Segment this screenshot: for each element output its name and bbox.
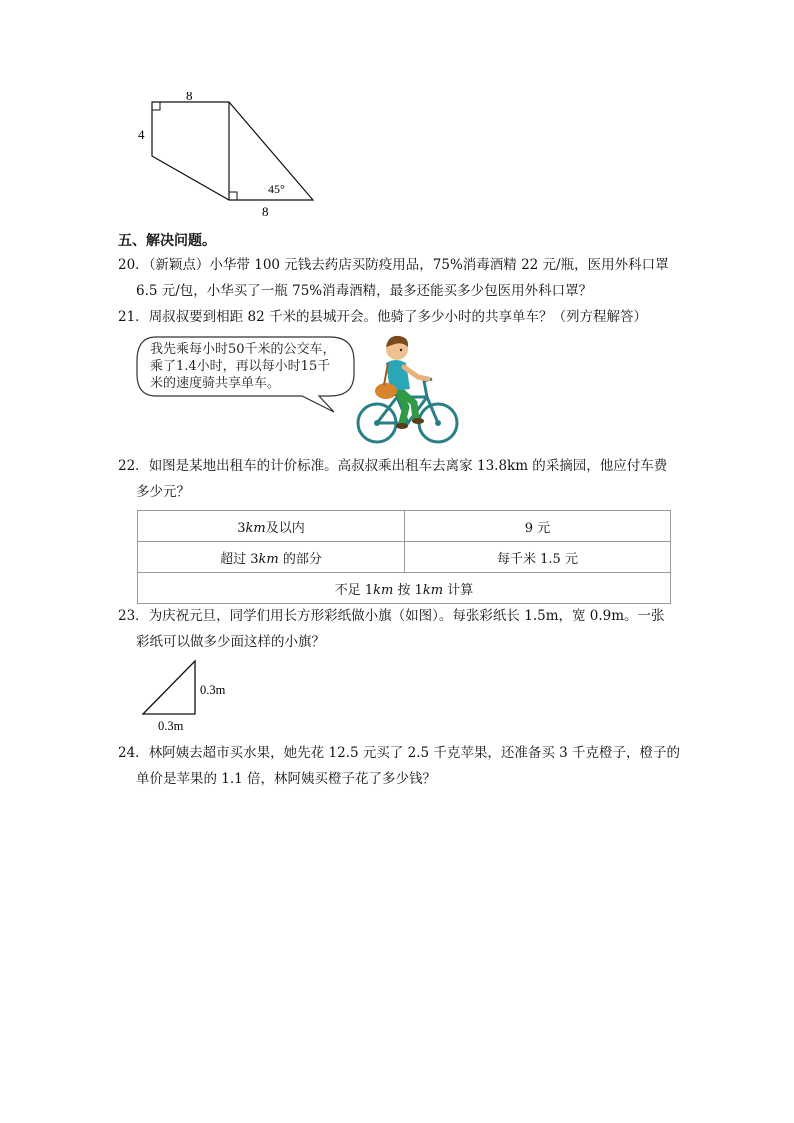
question-24-line-2: 单价是苹果的 1.1 倍，林阿姨买橙子花了多少钱？ (136, 771, 437, 787)
question-20-line-2: 6.5 元/包，小华买了一瓶 75%消毒酒精，最多还能买多少包医用外科口罩？ (136, 283, 593, 299)
table-row (138, 511, 671, 542)
trapezoid-figure (138, 92, 323, 222)
question-number: 23． (118, 608, 149, 624)
question-text: 周叔叔要到相距 82 千米的县城开会。他骑了多少小时的共享单车？（列方程解答） (148, 309, 647, 325)
question-text: 林阿姨去超市买水果，她先花 12.5 元买了 2.5 千克苹果，还准备买 3 千克橙子，橙子的 (148, 745, 681, 761)
table-cell: 9 元 (405, 511, 671, 542)
table-row (138, 573, 671, 604)
table-cell: 3km及以内 (138, 511, 405, 542)
bubble-line: 米的速度骑共享单车。 (150, 376, 281, 391)
question-24 (118, 743, 680, 763)
trapezoid-bottom-label: 8 (262, 204, 269, 219)
fare-table (137, 510, 671, 604)
question-23-line-2: 彩纸可以做多少面这样的小旗？ (136, 634, 325, 650)
flag-triangle-figure (138, 656, 238, 736)
question-20 (118, 255, 669, 275)
question-text: （新颖点）小华带 100 元钱去药店买防疫用品，75%消毒酒精 22 元/瓶，医用外科口罩 (148, 257, 669, 273)
triangle-right-label: 0.3m (200, 683, 226, 697)
bubble-line: 乘了1.4小时，再以每小时15千 (150, 359, 331, 374)
question-21 (118, 307, 647, 327)
bubble-line: 我先乘每小时50千米的公交车， (150, 342, 336, 357)
question-number: 22． (118, 458, 149, 474)
bubble-text (150, 341, 336, 392)
question-23 (118, 606, 665, 626)
question-22 (118, 456, 667, 476)
question-text: 如图是某地出租车的计价标准。高叔叔乘出租车去离家 13.8km 的采摘园，他应付车费 (148, 458, 668, 474)
cyclist-illustration (352, 333, 464, 447)
table-row (138, 542, 671, 573)
question-text: 为庆祝元旦，同学们用长方形彩纸做小旗（如图）。每张彩纸长 1.5m，宽 0.9m。一张 (148, 608, 665, 624)
triangle-bottom-label: 0.3m (158, 719, 184, 733)
trapezoid-top-label: 8 (186, 92, 193, 103)
question-number: 21． (118, 309, 149, 325)
trapezoid-angle-label: 45° (268, 182, 285, 196)
question-22-line-2: 多少元？ (136, 484, 190, 500)
question-number: 20． (118, 257, 149, 273)
table-cell: 超过 3km 的部分 (138, 542, 405, 573)
table-cell: 每千米 1.5 元 (405, 542, 671, 573)
section-title: 五、解决问题。 (118, 233, 216, 249)
question-number: 24． (118, 745, 149, 761)
table-cell: 不足 1km 按 1km 计算 (138, 573, 671, 604)
trapezoid-left-label: 4 (138, 127, 145, 142)
